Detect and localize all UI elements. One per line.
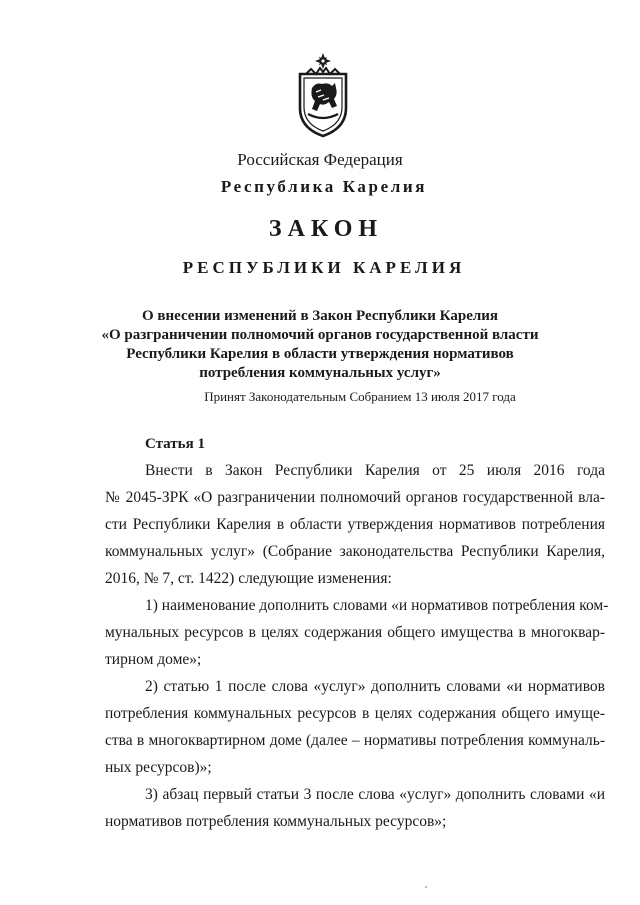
republic-name: Республика Карелия [220, 177, 428, 196]
scan-speck [425, 886, 427, 888]
body-line: мунальных ресурсов в целях содержания общего имущества в многоквар- [105, 624, 605, 641]
body-line: ных ресурсов)»; [105, 759, 212, 776]
law-title-line: «О разграничении полномочий органов государственной власти [101, 327, 539, 343]
law-title-line: О внесении изменений в Закон Республики Карелия [141, 308, 499, 324]
body-line: ства в многоквартирном доме (далее – нормативы потребления коммуналь- [105, 732, 605, 749]
body-line: сти Республики Карелия в области утверждения нормативов потребления [105, 516, 605, 533]
article-title: Статья 1 [145, 436, 205, 452]
body-line: потребления коммунальных ресурсов в целях содержания общего имуще- [105, 705, 605, 722]
karelia-coat-of-arms-icon [294, 52, 352, 138]
body-line: 2) статью 1 после слова «услуг» дополнить словами «и нормативов [145, 678, 605, 695]
body-line: нормативов потребления коммунальных ресурсов»; [105, 813, 447, 830]
body-line: 2016, № 7, ст. 1422) следующие изменения: [105, 570, 392, 587]
body-line: тирном доме»; [105, 651, 202, 668]
body-line: 3) абзац первый статьи 3 после слова «услуг» дополнить словами «и [145, 786, 605, 803]
body-line: коммунальных услуг» (Собрание законодательства Республики Карелия, [105, 543, 605, 560]
law-title-line: Республики Карелия в области утверждения нормативов [126, 346, 514, 362]
body-line: № 2045-ЗРК «О разграничении полномочий органов государственной вла- [105, 489, 605, 506]
law-heading: ЗАКОН [268, 216, 384, 242]
body-line: 1) наименование дополнить словами «и нормативов потребления ком- [145, 597, 609, 614]
body-line: Внести в Закон Республики Карелия от 25 июля 2016 года [145, 462, 605, 479]
law-subheading: РЕСПУБЛИКИ КАРЕЛИЯ [182, 258, 466, 277]
law-title-line: потребления коммунальных услуг» [199, 365, 441, 381]
adoption-date: Принят Законодательным Собранием 13 июля 2017 года [204, 389, 516, 404]
country-name: Российская Федерация [237, 150, 403, 169]
law-title [0, 307, 640, 383]
